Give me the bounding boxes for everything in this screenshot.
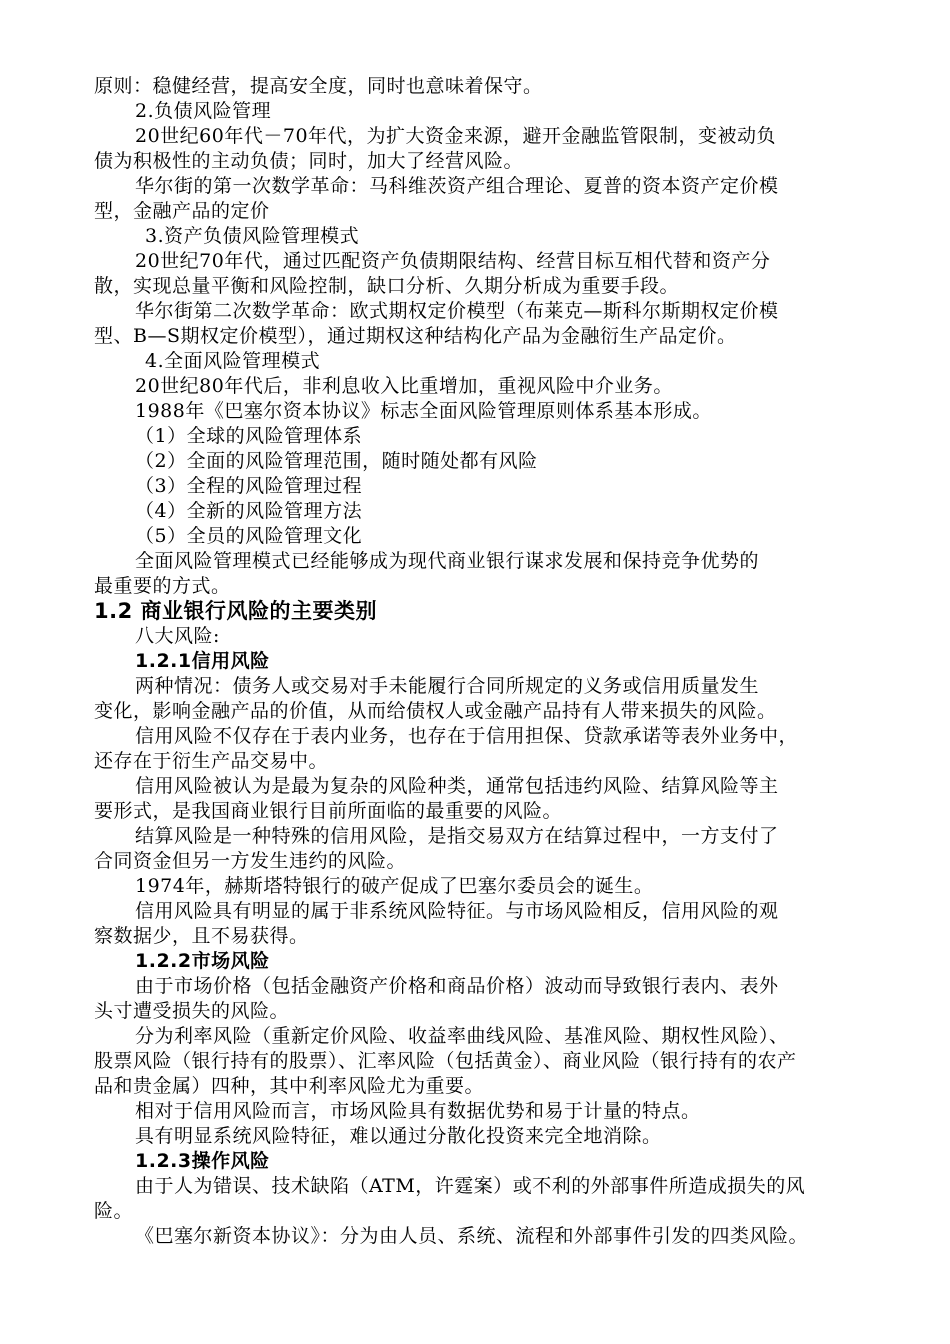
chapter-heading: 1.2 商业银行风险的主要类别 — [94, 599, 378, 623]
text-line: 察数据少，且不易获得。 — [94, 925, 309, 947]
text-line: 20世纪70年代，通过匹配资产负债期限结构、经营目标互相代替和资产分 — [135, 250, 771, 272]
text-line: 由于人为错误、技术缺陷（ATM，许霆案）或不利的外部事件所造成损失的风 — [135, 1175, 806, 1197]
text-line: 具有明显系统风险特征，难以通过分散化投资来完全地消除。 — [135, 1125, 662, 1147]
text-line: 变化，影响金融产品的价值，从而给债权人或金融产品持有人带来损失的风险。 — [94, 700, 777, 722]
text-line: 股票风险（银行持有的股票）、汇率风险（包括黄金）、商业风险（银行持有的农产 — [94, 1050, 797, 1072]
list-item: （5）全员的风险管理文化 — [135, 525, 363, 547]
section-heading: 3.资产负债风险管理模式 — [145, 225, 360, 247]
subsection-heading: 1.2.2市场风险 — [135, 950, 270, 972]
text-line: 债为积极性的主动负债；同时，加大了经营风险。 — [94, 150, 524, 172]
text-line: 华尔街第二次数学革命：欧式期权定价模型（布莱克—斯科尔斯期权定价模 — [135, 300, 779, 322]
text-line: 最重要的方式。 — [94, 575, 231, 597]
text-line: 品和贵金属）四种，其中利率风险尤为重要。 — [94, 1075, 485, 1097]
section-heading: 4.全面风险管理模式 — [145, 350, 321, 372]
list-item: （1）全球的风险管理体系 — [135, 425, 363, 447]
text-line: 结算风险是一种特殊的信用风险，是指交易双方在结算过程中，一方支付了 — [135, 825, 779, 847]
text-line: 由于市场价格（包括金融资产价格和商品价格）波动而导致银行表内、表外 — [135, 975, 779, 997]
text-line: 头寸遭受损失的风险。 — [94, 1000, 290, 1022]
subsection-heading: 1.2.1信用风险 — [135, 650, 270, 672]
text-line: 型，金融产品的定价 — [94, 200, 270, 222]
text-line: 合同资金但另一方发生违约的风险。 — [94, 850, 407, 872]
text-line: 两种情况：债务人或交易对手未能履行合同所规定的义务或信用质量发生 — [135, 675, 760, 697]
text-line: 20世纪80年代后，非利息收入比重增加，重视风险中介业务。 — [135, 375, 673, 397]
text-line: 华尔街的第一次数学革命：马科维茨资产组合理论、夏普的资本资产定价模 — [135, 175, 779, 197]
text-line: 1988年《巴塞尔资本协议》标志全面风险管理原则体系基本形成。 — [135, 400, 712, 422]
text-line: 分为利率风险（重新定价风险、收益率曲线风险、基准风险、期权性风险）、 — [135, 1025, 789, 1047]
list-item: （4）全新的风险管理方法 — [135, 500, 363, 522]
subsection-heading: 1.2.3操作风险 — [135, 1150, 270, 1172]
text-line: 要形式，是我国商业银行目前所面临的最重要的风险。 — [94, 800, 563, 822]
text-line: 20世纪60年代－70年代，为扩大资金来源，避开金融监管限制，变被动负 — [135, 125, 777, 147]
text-line: 还存在于衍生产品交易中。 — [94, 750, 329, 772]
list-item: （3）全程的风险管理过程 — [135, 475, 363, 497]
text-line: 《巴塞尔新资本协议》：分为由人员、系统、流程和外部事件引发的四类风险。 — [135, 1225, 809, 1247]
text-line: 信用风险不仅存在于表内业务，也存在于信用担保、贷款承诺等表外业务中， — [135, 725, 799, 747]
text-line: 型、B—S期权定价模型），通过期权这种结构化产品为金融衍生产品定价。 — [94, 325, 737, 347]
section-heading: 2.负债风险管理 — [135, 100, 272, 122]
text-line: 相对于信用风险而言，市场风险具有数据优势和易于计量的特点。 — [135, 1100, 701, 1122]
text-line: 八大风险: — [135, 625, 220, 647]
text-line: 散，实现总量平衡和风险控制，缺口分析、久期分析成为重要手段。 — [94, 275, 680, 297]
text-line: 原则：稳健经营，提高安全度，同时也意味着保守。 — [94, 75, 543, 97]
text-line: 信用风险被认为是最为复杂的风险种类，通常包括违约风险、结算风险等主 — [135, 775, 779, 797]
text-line: 险。 — [94, 1200, 134, 1222]
list-item: （2）全面的风险管理范围，随时随处都有风险 — [135, 450, 538, 472]
text-line: 全面风险管理模式已经能够成为现代商业银行谋求发展和保持竞争优势的 — [135, 550, 760, 572]
text-line: 1974年，赫斯塔特银行的破产促成了巴塞尔委员会的诞生。 — [135, 875, 654, 897]
text-line: 信用风险具有明显的属于非系统风险特征。与市场风险相反，信用风险的观 — [135, 900, 779, 922]
